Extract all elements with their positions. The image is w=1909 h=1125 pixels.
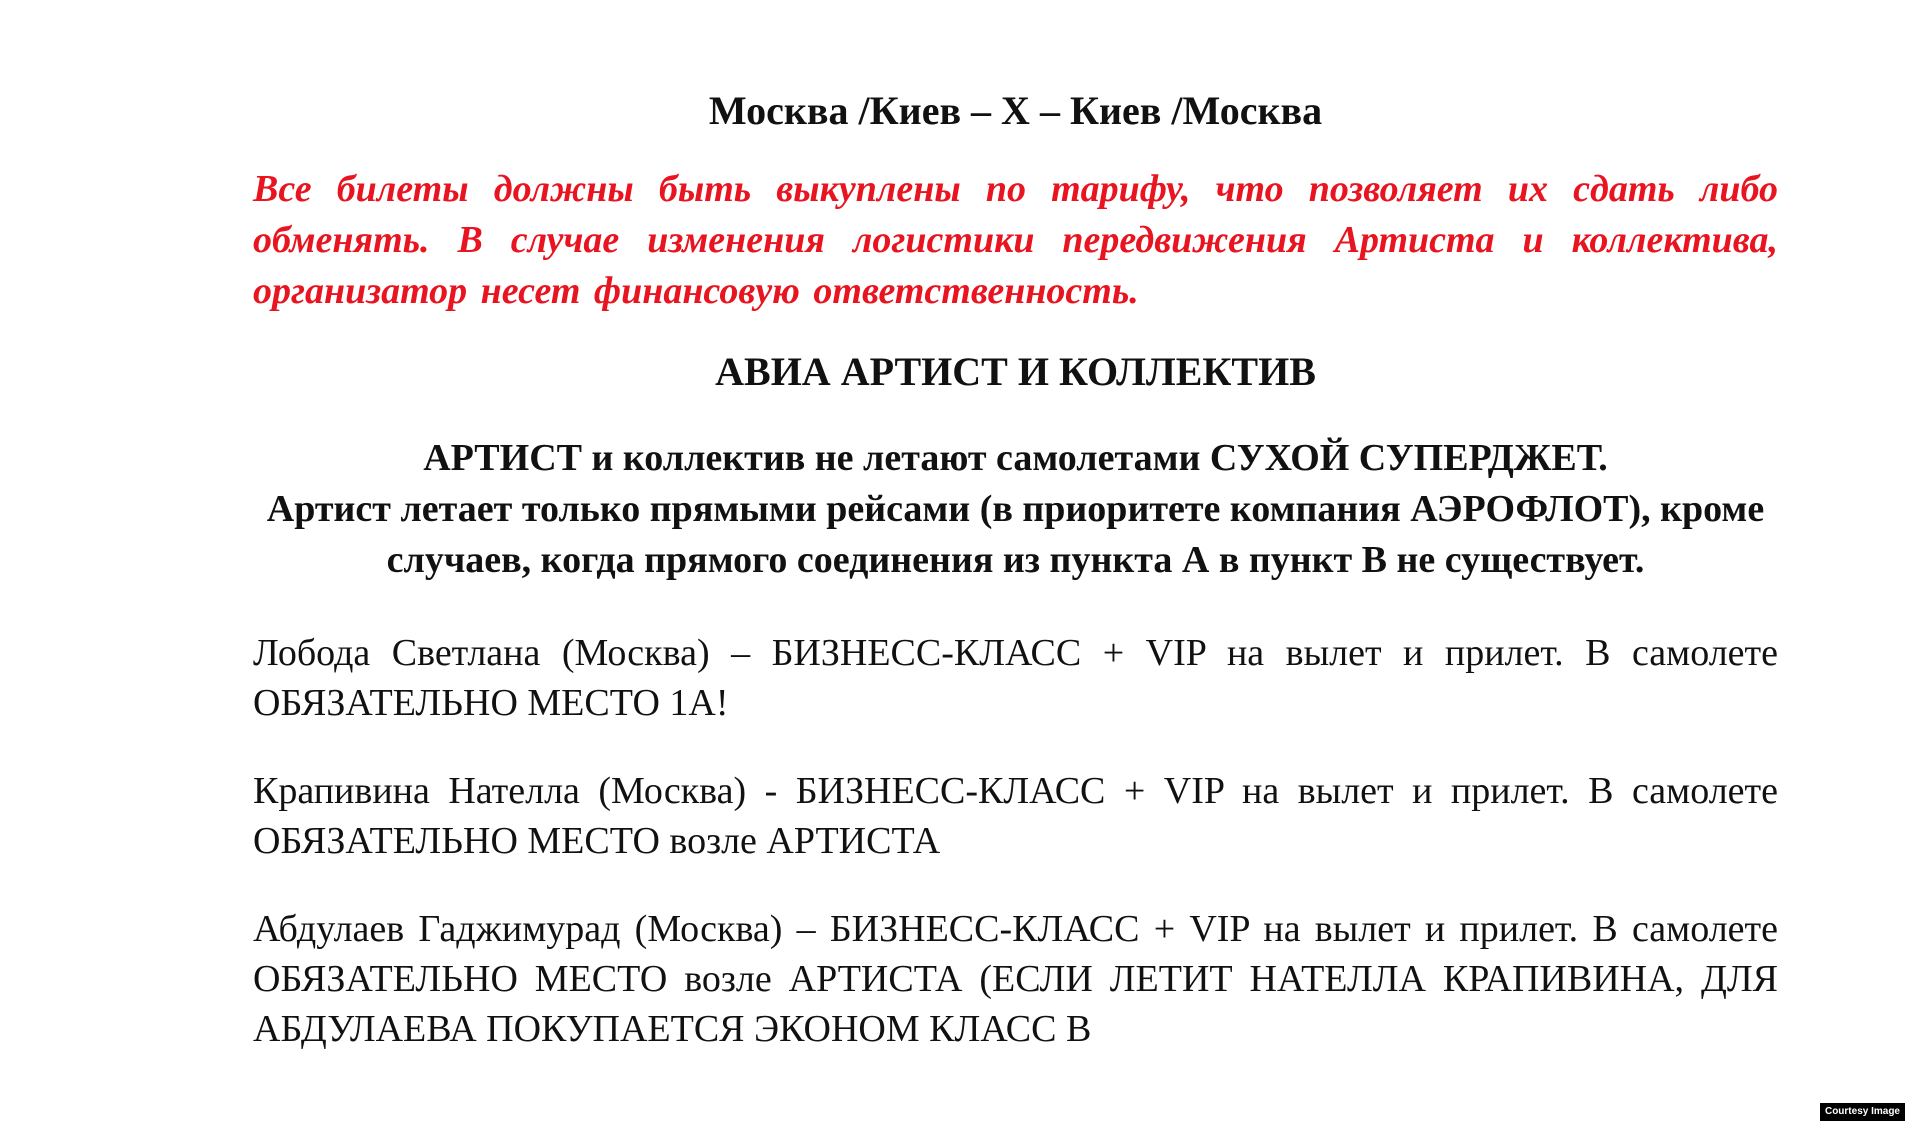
person-entry: Крапивина Нателла (Москва) - БИЗНЕСС-КЛАСС + VIP на вылет и прилет. В самолете ОБЯЗАТЕЛЬНО МЕСТО возле АРТИСТА <box>253 770 1778 862</box>
document-page <box>253 86 1778 1092</box>
flight-rules <box>253 433 1778 586</box>
document-title: Москва /Киев – Х – Киев /Москва <box>708 88 1323 133</box>
person-entry: Лобода Светлана (Москва) – БИЗНЕСС-КЛАСС + VIP на вылет и прилет. В самолете ОБЯЗАТЕЛЬНО МЕСТО 1А! <box>253 632 1778 724</box>
rule-line: АРТИСТ и коллектив не летают самолетами СУХОЙ СУПЕРДЖЕТ. <box>423 437 1608 479</box>
section-heading: АВИА АРТИСТ И КОЛЛЕКТИВ <box>715 349 1316 394</box>
ticket-warning: Все билеты должны быть выкуплены по тарифу, что позволяет их сдать либо обменять. В случае изменения логистики передвижения Артиста и коллектива, организатор несет финансовую ответственность. <box>253 168 1778 312</box>
courtesy-image-credit: Courtesy Image <box>1820 1103 1905 1121</box>
person-entry: Абдулаев Гаджимурад (Москва) – БИЗНЕСС-КЛАСС + VIP на вылет и прилет. В самолете ОБЯЗАТЕЛЬНО МЕСТО возле АРТИСТА (ЕСЛИ ЛЕТИТ НАТЕЛЛА КРАПИВИНА, ДЛЯ АБДУЛАЕВА ПОКУПАЕТСЯ ЭКОНОМ КЛАСС В <box>253 908 1778 1050</box>
rule-line: Артист летает только прямыми рейсами (в приоритете компания АЭРОФЛОТ), кроме случаев, когда прямого соединения из пункта А в пункт В не существует. <box>266 488 1765 581</box>
